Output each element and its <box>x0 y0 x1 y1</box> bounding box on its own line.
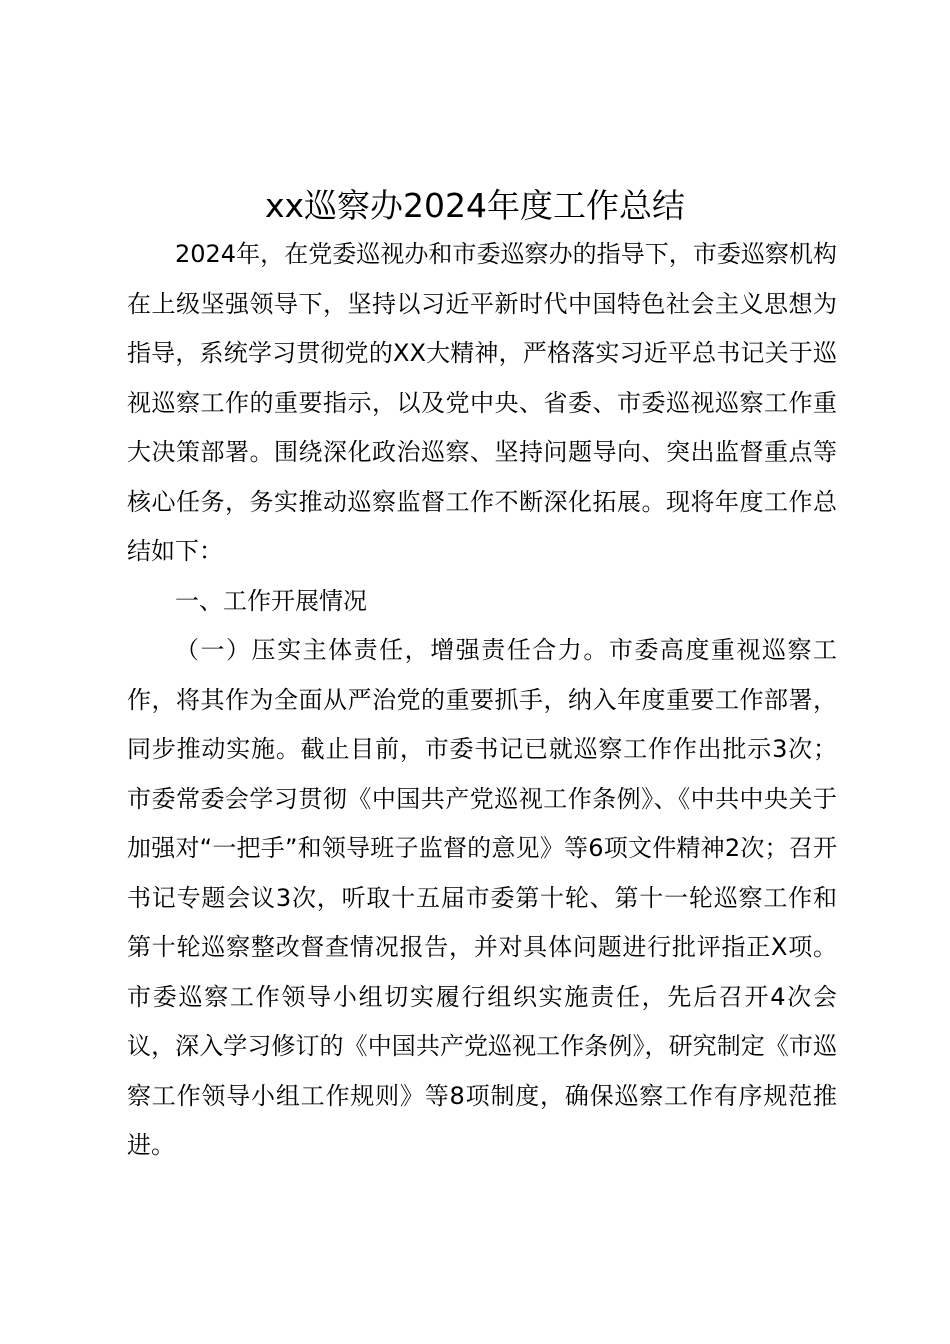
document-title: xx巡察办2024年度工作总结 <box>264 186 686 225</box>
intro-paragraph: 2024年，在党委巡视办和市委巡察办的指导下，市委巡察机构在上级坚强领导下，坚持以习近平新时代中国特色社会主义思想为指导，系统学习贯彻党的XX大精神，严格落实习近平总书记关于巡视巡察工作的重要指示，以及党中央、省委、市委巡视巡察工作重大决策部署。围绕深化政治巡察、坚持问题导向、突出监督重点等核心任务，务实推动巡察监督工作不断深化拓展。现将年度工作总结如下： <box>127 240 837 565</box>
document-body <box>127 230 837 1171</box>
section-paragraph: （一）压实主体责任，增强责任合力。市委高度重视巡察工作，将其作为全面从严治党的重要抓手，纳入年度重要工作部署，同步推动实施。截止目前，市委书记已就巡察工作作出批示3次；市委常委会学习贯彻《中国共产党巡视工作条例》、《中共中央关于加强对“一把手”和领导班子监督的意见》等6项文件精神2次；召开书记专题会议3次，听取十五届市委第十轮、第十一轮巡察工作和第十轮巡察整改督查情况报告，并对具体问题进行批评指正X项。市委巡察工作领导小组切实履行组织实施责任，先后召开4次会议，深入学习修订的《中国共产党巡视工作条例》，研究制定《市巡察工作领导小组工作规则》等8项制度，确保巡察工作有序规范推进。 <box>127 636 837 1159</box>
section-heading: 一、工作开展情况 <box>175 586 367 615</box>
